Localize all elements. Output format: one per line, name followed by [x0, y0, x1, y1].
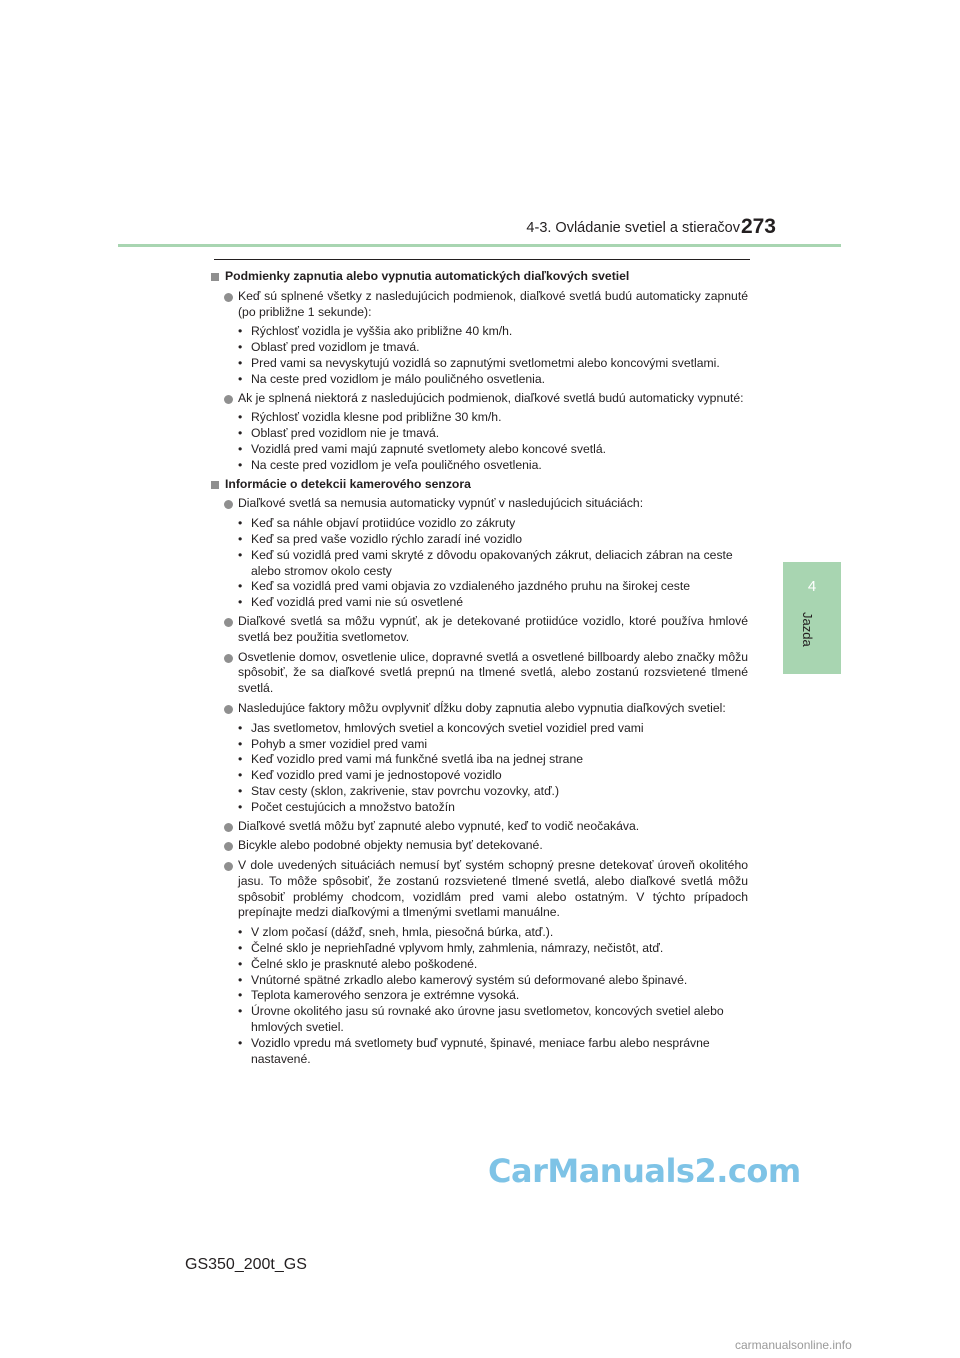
list-item: • Na ceste pred vozidlom je veľa pouličného osvetlenia. [238, 457, 542, 472]
list-item: • Jas svetlometov, hmlových svetiel a koncových svetiel vozidiel pred vami [238, 720, 644, 735]
bullet-text: Ak je splnená niektorá z nasledujúcich podmienok, diaľkové svetlá budú automaticky vypnuté: [238, 390, 744, 405]
bullet-paragraph [211, 838, 748, 854]
condition-list [211, 324, 748, 387]
bullet-text: Diaľkové svetlá sa nemusia automaticky vypnúť v nasledujúcich situáciách: [238, 496, 644, 511]
list-item-text: Rýchlosť vozidla klesne pod približne 30 km/h. [251, 410, 502, 425]
bullet-paragraph [211, 650, 748, 697]
bullet-paragraph [211, 858, 748, 921]
watermark-logo [488, 1148, 801, 1194]
bullet-text: Diaľkové svetlá môžu byť zapnuté alebo vypnuté, keď to vodič neočakáva. [238, 818, 640, 833]
list-item-text: Čelné sklo je nepriehľadné vplyvom hmly, zahmlenia, námrazy, nečistôt, atď. [251, 941, 664, 956]
chapter-label [799, 612, 819, 672]
bullet-text: V dole uvedených situáciách nemusí byť systém schopný presne detekovať úroveň okolitého jasu. To môže spôsobiť, že zostanú rozsvietené tlmené svetlá, alebo diaľkové svetlá môžu spôsobiť problémy chodcom, vozidlám pred vami alebo ostatným. V týchto prípadoch prepínajte medzi diaľkovými a tlmenými svetlami manuálne. [238, 858, 748, 920]
section-title: 4-3. Ovládanie svetiel a stieračov [526, 220, 740, 236]
bullet-paragraph [211, 614, 748, 646]
header-divider [118, 244, 841, 247]
bullet-paragraph [211, 391, 748, 407]
factor-list [211, 721, 748, 816]
list-item: • Počet cestujúcich a množstvo batožín [238, 799, 455, 814]
bullet-paragraph [211, 701, 748, 717]
list-item-text: Oblasť pred vozidlom je tmavá. [251, 340, 420, 355]
round-bullet-icon [224, 823, 233, 832]
list-item-text: Keď sú vozidlá pred vami skryté z dôvodu opakovaných zákrut, deliacich zábran na ceste alebo stromov okolo cesty [251, 547, 733, 578]
list-item-text: Vozidlo vpredu má svetlomety buď vypnuté, špinavé, meniace farbu alebo nesprávne nastavené. [251, 1035, 710, 1066]
model-code: GS350_200t_GS [185, 1256, 307, 1273]
list-item-text: Vozidlá pred vami majú zapnuté svetlomety alebo koncové svetlá. [251, 441, 606, 456]
page-content [211, 268, 748, 1070]
bullet-text: Bicykle alebo podobné objekty nemusia byť detekované. [238, 838, 543, 853]
list-item-text: Oblasť pred vozidlom nie je tmavá. [251, 426, 440, 441]
list-item-text: Stav cesty (sklon, zakrivenie, stav povrchu vozovky, atď.) [251, 783, 560, 798]
list-item: • Keď sa pred vaše vozidlo rýchlo zaradí iné vozidlo [238, 531, 523, 546]
list-item: • V zlom počasí (dážď, sneh, hmla, piesočná búrka, atď.). [238, 925, 554, 940]
list-item-text: Na ceste pred vozidlom je veľa pouličného osvetlenia. [251, 457, 542, 472]
list-item: • Čelné sklo je prasknuté alebo poškodené. [238, 956, 478, 971]
bullet-paragraph [211, 289, 748, 321]
list-item: • Vozidlá pred vami majú zapnuté svetlomety alebo koncové svetlá. [238, 441, 606, 456]
chapter-label-text: Jazda [800, 612, 815, 647]
weather-condition-list [211, 925, 748, 1067]
round-bullet-icon [224, 395, 233, 404]
list-item-text: Pred vami sa nevyskytujú vozidlá so zapnutými svetlometmi alebo koncovými svetlami. [251, 355, 720, 370]
square-bullet-icon [211, 273, 219, 281]
bullet-text: Osvetlenie domov, osvetlenie ulice, dopravné svetlá a osvetlené billboardy alebo značky môžu spôsobiť, že sa diaľkové svetlá prepnú na tlmené svetlá, alebo zostanú rozsvietené tlmené svetlá. [238, 649, 748, 696]
bullet-paragraph [211, 496, 748, 512]
list-item-text: Keď sa vozidlá pred vami objavia zo vzdialeného jazdného pruhu na širokej ceste [251, 579, 691, 594]
list-item-text: Keď sa pred vaše vozidlo rýchlo zaradí iné vozidlo [251, 531, 523, 546]
situation-list [211, 516, 748, 611]
round-bullet-icon [224, 842, 233, 851]
section-camera-sensor-detection [211, 477, 748, 1068]
condition-list [211, 410, 748, 473]
bullet-paragraph [211, 819, 748, 835]
list-item: • Na ceste pred vozidlom je málo pouličného osvetlenia. [238, 371, 546, 386]
list-item: • Stav cesty (sklon, zakrivenie, stav povrchu vozovky, atď.) [238, 783, 560, 798]
list-item: • Pred vami sa nevyskytujú vozidlá so zapnutými svetlometmi alebo koncovými svetlami. [238, 355, 720, 370]
list-item: • Pohyb a smer vozidiel pred vami [238, 736, 428, 751]
list-item: • Vozidlo vpredu má svetlomety buď vypnuté, špinavé, meniace farbu alebo nesprávne nastavené. [238, 1035, 710, 1066]
list-item-text: V zlom počasí (dážď, sneh, hmla, piesočná búrka, atď.). [251, 925, 554, 940]
list-item-text: Teplota kamerového senzora je extrémne vysoká. [251, 988, 520, 1003]
list-item: • Rýchlosť vozidla je vyššia ako približne 40 km/h. [238, 324, 513, 339]
list-item-text: Keď sa náhle objaví protiidúce vozidlo zo zákruty [251, 516, 516, 531]
list-item: • Keď sa náhle objaví protiidúce vozidlo zo zákruty [238, 516, 516, 531]
square-bullet-icon [211, 481, 219, 489]
chapter-number: 4 [807, 578, 817, 595]
round-bullet-icon [224, 500, 233, 509]
list-item-text: Keď vozidlá pred vami nie sú osvetlené [251, 595, 464, 610]
section-heading [211, 269, 748, 285]
section-heading-text: Informácie o detekcii kamerového senzora [225, 476, 471, 491]
list-item-text: Úrovne okolitého jasu sú rovnaké ako úrovne jasu svetlometov, koncových svetiel alebo hmlových svetiel. [251, 1004, 724, 1035]
round-bullet-icon [224, 705, 233, 714]
list-item-text: Rýchlosť vozidla je vyššia ako približne 40 km/h. [251, 324, 513, 339]
round-bullet-icon [224, 654, 233, 663]
list-item-text: Pohyb a smer vozidiel pred vami [251, 736, 428, 751]
bullet-text: Diaľkové svetlá sa môžu vypnúť, ak je detekované protiidúce vozidlo, ktoré používa hmlové svetlá bez použitia svetlometov. [238, 613, 748, 644]
bullet-text: Keď sú splnené všetky z nasledujúcich podmienok, diaľkové svetlá budú automaticky zapnuté (po približne 1 sekunde): [238, 288, 748, 319]
list-item-text: Keď vozidlo pred vami je jednostopové vozidlo [251, 768, 502, 783]
section-heading-text: Podmienky zapnutia alebo vypnutia automatických diaľkových svetiel [225, 269, 630, 283]
list-item: • Teplota kamerového senzora je extrémne vysoká. [238, 988, 520, 1003]
list-item: • Čelné sklo je nepriehľadné vplyvom hmly, zahmlenia, námrazy, nečistôt, atď. [238, 941, 664, 956]
watermark-text: CarManuals2.com [488, 1152, 801, 1190]
list-item-text: Jas svetlometov, hmlových svetiel a koncových svetiel vozidiel pred vami [251, 720, 644, 735]
bullet-text: Nasledujúce faktory môžu ovplyvniť dĺžku doby zapnutia alebo vypnutia diaľkových svetiel: [238, 700, 726, 715]
round-bullet-icon [224, 618, 233, 627]
list-item-text: Počet cestujúcich a množstvo batožín [251, 799, 455, 814]
list-item: • Úrovne okolitého jasu sú rovnaké ako úrovne jasu svetlometov, koncových svetiel alebo hmlových svetiel. [238, 1004, 724, 1035]
section-auto-high-beam-conditions [211, 269, 748, 474]
list-item: • Keď vozidlo pred vami je jednostopové vozidlo [238, 768, 502, 783]
list-item: • Oblasť pred vozidlom nie je tmavá. [238, 426, 440, 441]
round-bullet-icon [224, 293, 233, 302]
list-item-text: Na ceste pred vozidlom je málo pouličného osvetlenia. [251, 371, 546, 386]
list-item-text: Keď vozidlo pred vami má funkčné svetlá iba na jednej strane [251, 752, 583, 767]
page-number: 273 [740, 215, 776, 238]
list-item-text: Čelné sklo je prasknuté alebo poškodené. [251, 956, 478, 971]
list-item: • Keď vozidlá pred vami nie sú osvetlené [238, 595, 464, 610]
list-item: • Vnútorné spätné zrkadlo alebo kamerový systém sú deformované alebo špinavé. [238, 972, 688, 987]
content-divider [214, 259, 750, 260]
list-item: • Keď sú vozidlá pred vami skryté z dôvodu opakovaných zákrut, deliacich zábran na ceste alebo stromov okolo cesty [238, 547, 733, 578]
list-item: • Keď sa vozidlá pred vami objavia zo vzdialeného jazdného pruhu na širokej ceste [238, 579, 691, 594]
list-item-text: Vnútorné spätné zrkadlo alebo kamerový systém sú deformované alebo špinavé. [251, 972, 688, 987]
list-item: • Rýchlosť vozidla klesne pod približne 30 km/h. [238, 410, 502, 425]
round-bullet-icon [224, 862, 233, 871]
list-item: • Keď vozidlo pred vami má funkčné svetlá iba na jednej strane [238, 752, 583, 767]
section-heading [211, 477, 748, 493]
list-item: • Oblasť pred vozidlom je tmavá. [238, 340, 420, 355]
source-site-text: carmanualsonline.info [735, 1338, 852, 1352]
